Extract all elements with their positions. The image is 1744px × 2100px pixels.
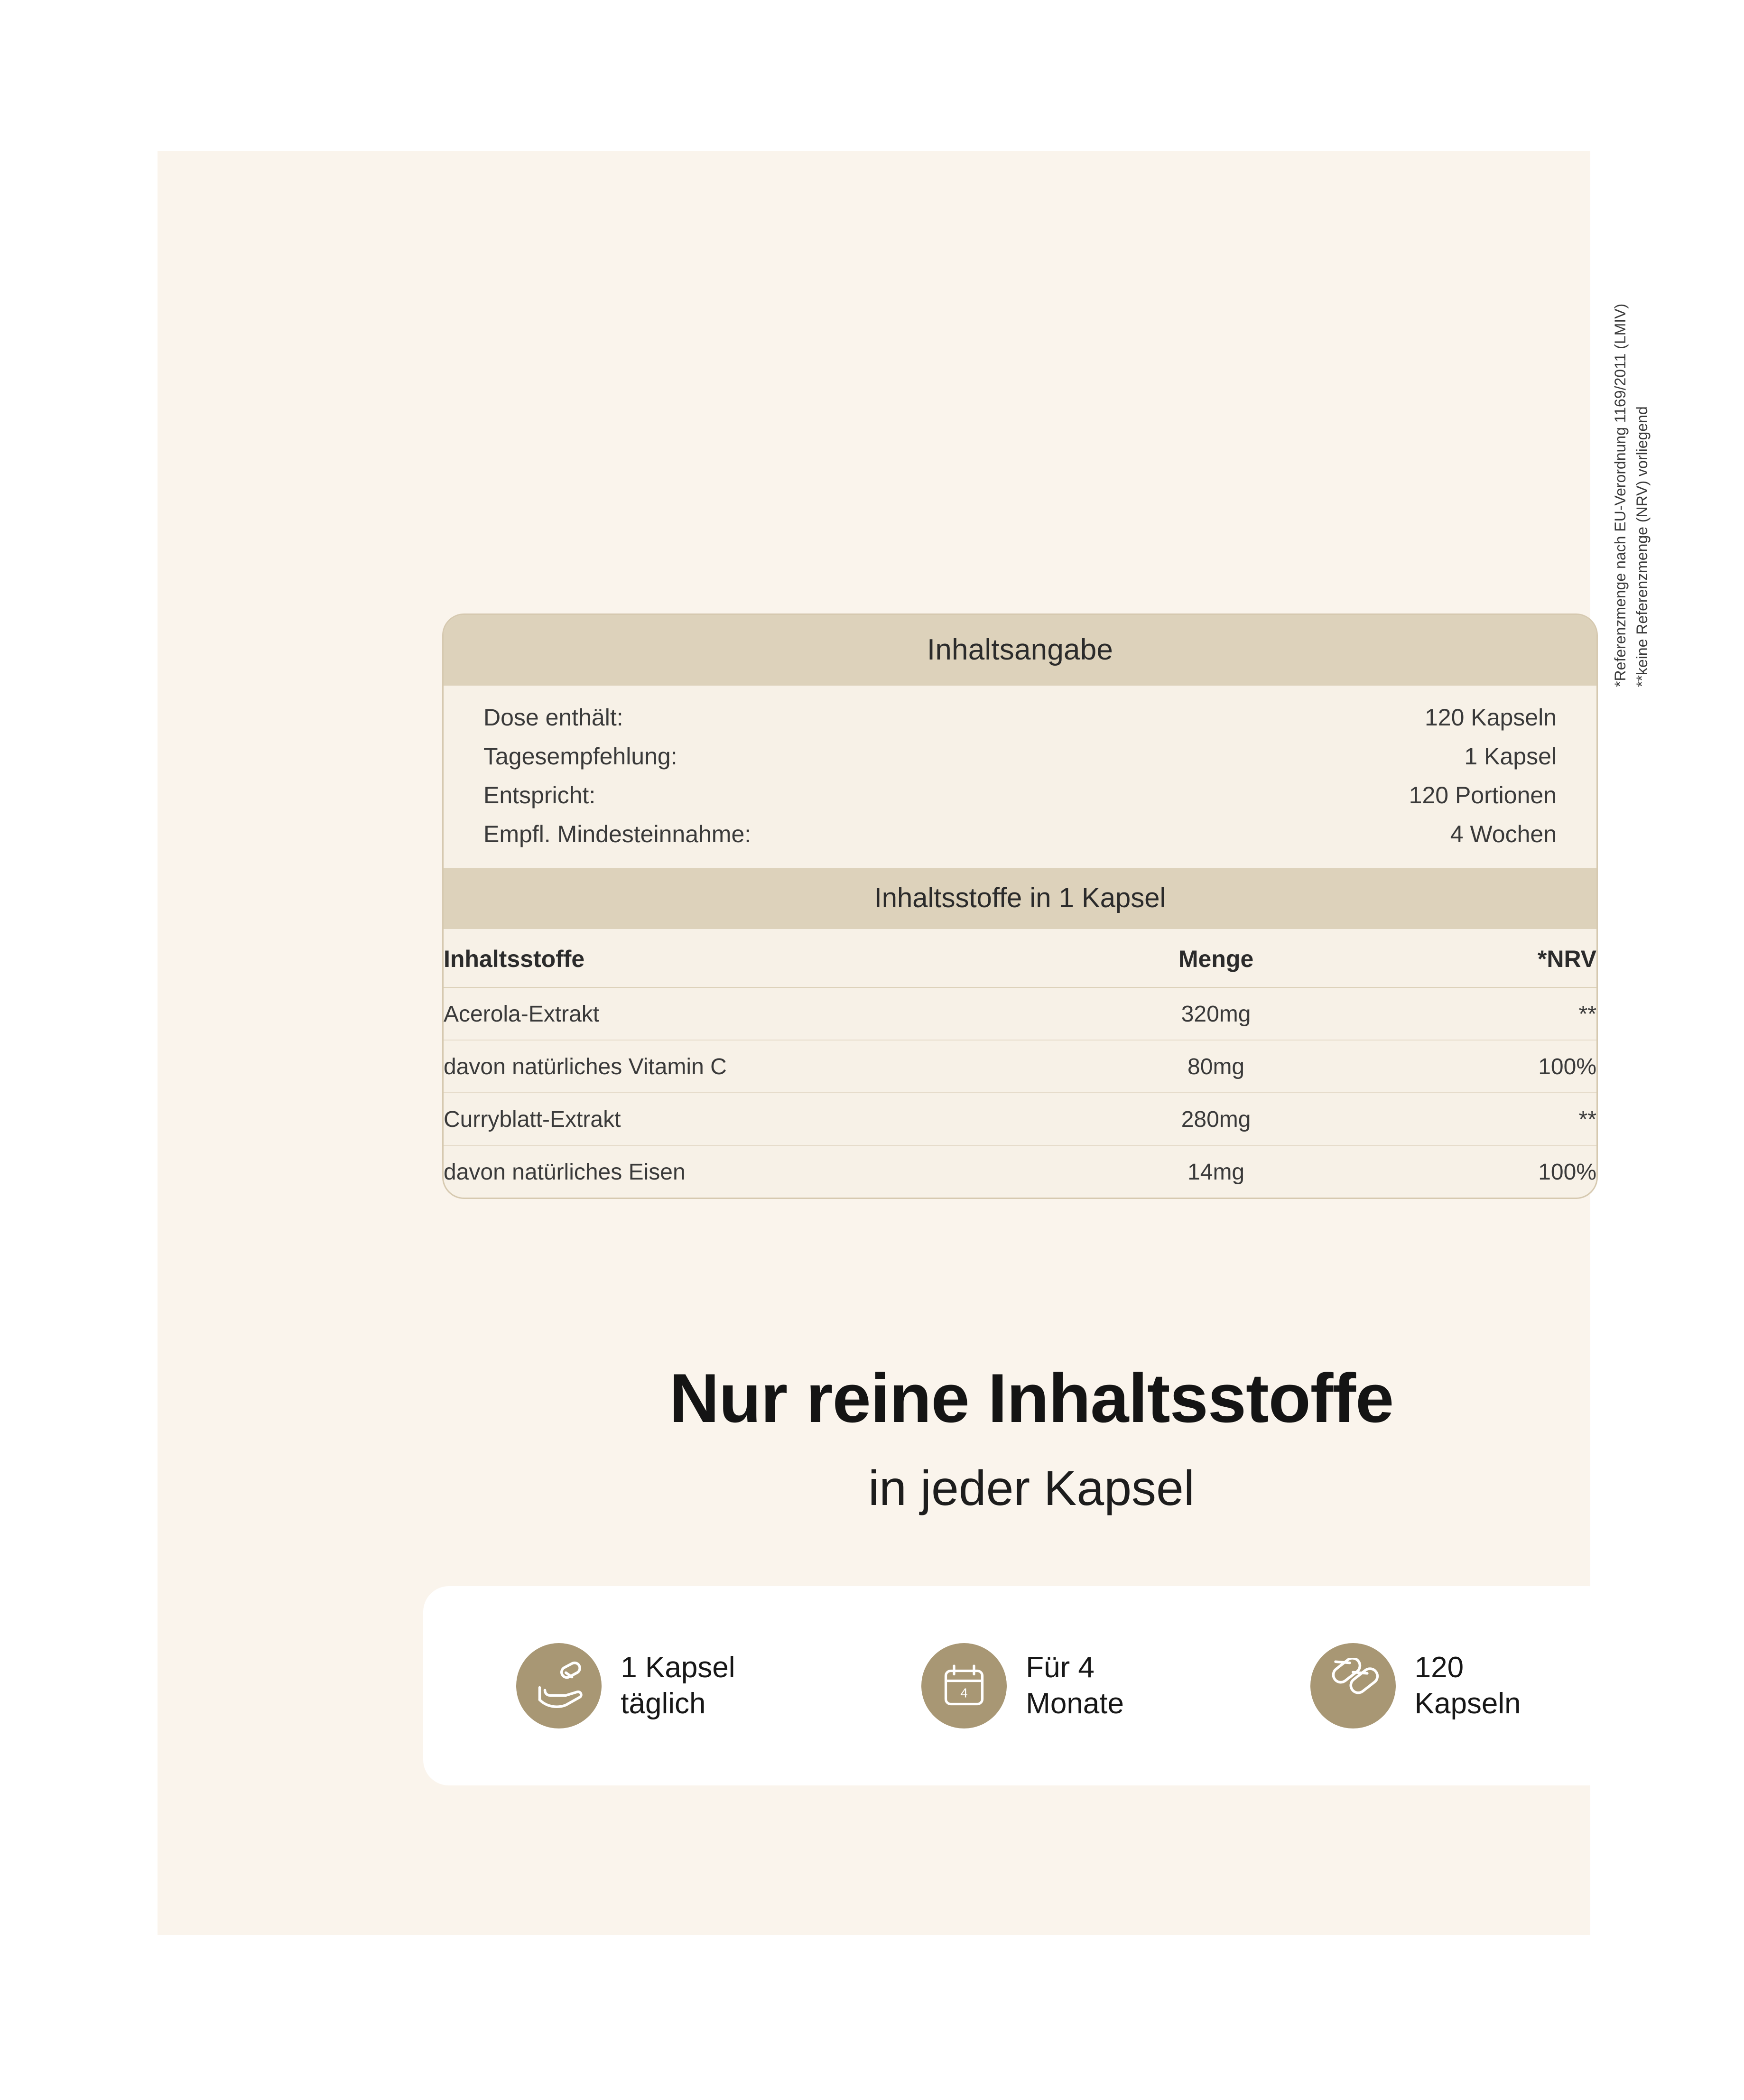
cell-ingredient-name: Acerola-Extrakt <box>444 987 1066 1040</box>
page-subtitle: in jeder Kapsel <box>868 1461 1195 1516</box>
cell-ingredient-amount: 80mg <box>1066 1040 1366 1093</box>
benefit-line-1: 120 <box>1414 1651 1464 1684</box>
table-header-row <box>444 929 1596 987</box>
footnote-nrv-reference: *Referenzmenge nach EU-Verordnung 1169/2011 (LMIV) <box>1612 303 1629 687</box>
column-header-name: Inhaltsstoffe <box>444 929 1066 987</box>
summary-label: Dose enthält: <box>483 704 623 731</box>
summary-row <box>483 815 1557 854</box>
summary-value: 1 Kapsel <box>1464 743 1557 770</box>
cell-ingredient-nrv: ** <box>1366 987 1596 1040</box>
footnotes-vertical <box>1609 70 1652 687</box>
benefit-item-daily-dose <box>516 1643 735 1728</box>
cell-ingredient-nrv: 100% <box>1538 1160 1596 1185</box>
summary-value: 120 Kapseln <box>1424 704 1557 731</box>
table-row <box>444 1040 1596 1093</box>
benefit-line-2: täglich <box>621 1687 706 1720</box>
benefit-line-1: 1 Kapsel <box>621 1651 735 1684</box>
summary-list <box>444 686 1596 868</box>
table-row <box>444 1093 1596 1145</box>
summary-row <box>483 737 1557 776</box>
footnote-no-nrv: **keine Referenzmenge (NRV) vorliegend <box>1633 406 1651 687</box>
cell-ingredient-amount: 14mg <box>1187 1160 1245 1185</box>
cell-ingredient-nrv: 100% <box>1366 1040 1596 1093</box>
calendar-icon <box>921 1643 1007 1728</box>
summary-value: 4 Wochen <box>1450 821 1557 847</box>
summary-row <box>483 698 1557 737</box>
cell-ingredient-nrv: ** <box>1366 1093 1596 1145</box>
capsules-icon <box>1310 1643 1396 1728</box>
summary-label: Empfl. Mindesteinnahme: <box>483 821 751 847</box>
svg-text:4: 4 <box>960 1685 968 1700</box>
summary-value: 120 Portionen <box>1409 782 1557 808</box>
table-row <box>444 987 1596 1040</box>
hand-with-capsule-icon <box>516 1643 602 1728</box>
cell-ingredient-name: davon natürliches Vitamin C <box>444 1040 1066 1093</box>
benefit-label <box>1415 1650 1521 1721</box>
table-row <box>444 1145 1596 1198</box>
card-header-title: Inhaltsangabe <box>444 615 1596 686</box>
cell-ingredient-amount: 320mg <box>1066 987 1366 1040</box>
summary-label: Entspricht: <box>483 782 596 808</box>
column-header-amount: Menge <box>1066 929 1366 987</box>
ingredients-table <box>444 929 1596 1198</box>
nutrition-card <box>442 613 1598 1199</box>
ingredients-section-title: Inhaltsstoffe in 1 Kapsel <box>444 868 1596 929</box>
benefit-line-1: Für 4 <box>1026 1651 1095 1684</box>
benefit-label <box>1026 1650 1124 1721</box>
summary-label: Tagesempfehlung: <box>483 743 677 770</box>
summary-row <box>483 776 1557 815</box>
cell-ingredient-name: davon natürliches Eisen <box>444 1160 686 1185</box>
benefit-label <box>621 1650 735 1721</box>
column-header-nrv: *NRV <box>1366 929 1596 987</box>
content-panel <box>158 151 1651 1935</box>
cell-ingredient-amount: 280mg <box>1066 1093 1366 1145</box>
benefit-item-duration <box>921 1643 1124 1728</box>
benefits-bar <box>423 1586 1614 1785</box>
cell-ingredient-name: Curryblatt-Extrakt <box>444 1093 1066 1145</box>
benefit-line-2: Kapseln <box>1414 1687 1521 1720</box>
benefit-item-capsule-count <box>1310 1643 1521 1728</box>
benefit-line-2: Monate <box>1026 1687 1124 1720</box>
page-title: Nur reine Inhaltsstoffe <box>669 1359 1394 1437</box>
